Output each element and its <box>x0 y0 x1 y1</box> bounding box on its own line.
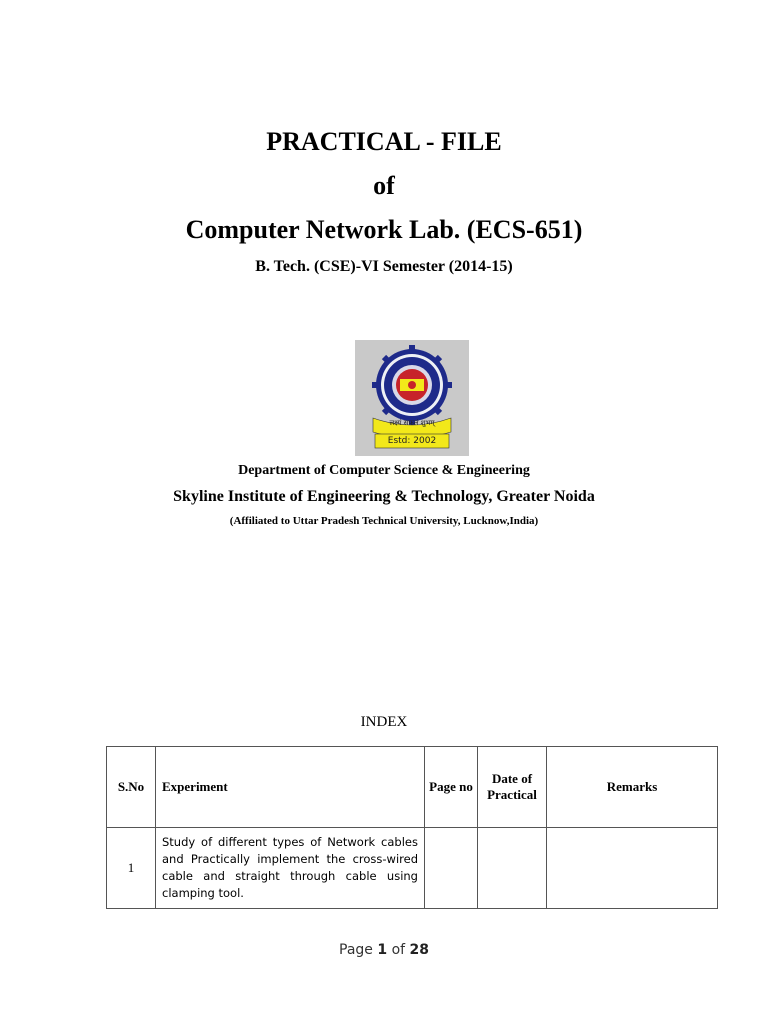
index-heading: INDEX <box>360 714 408 730</box>
index-table <box>106 746 718 909</box>
affiliation-note: (Affiliated to Uttar Pradesh Technical University, Lucknow,India) <box>229 515 539 527</box>
page-footer <box>0 942 768 958</box>
col-date: Date of Practical <box>478 747 547 828</box>
footer-total-pages: 28 <box>409 942 429 958</box>
cell-page-no <box>425 828 478 909</box>
cell-remarks <box>547 828 718 909</box>
institute-logo <box>355 340 469 456</box>
col-experiment: Experiment <box>156 747 425 828</box>
table-header-row <box>107 747 718 828</box>
col-sno: S.No <box>107 747 156 828</box>
col-page-no: Page no <box>425 747 478 828</box>
cell-experiment <box>156 828 425 909</box>
footer-of: of <box>391 942 406 958</box>
footer-prefix: Page <box>339 942 373 958</box>
department-name: Department of Computer Science & Engineering <box>238 463 530 478</box>
logo-motto: लक्ष्यं सफलं शुभम् <box>389 419 435 427</box>
course-title: Computer Network Lab. (ECS-651) <box>185 215 583 244</box>
semester-line: B. Tech. (CSE)-VI Semester (2014-15) <box>255 258 513 275</box>
cell-date <box>478 828 547 909</box>
cell-sno: 1 <box>107 828 156 909</box>
institution-name: Skyline Institute of Engineering & Technology, Greater Noida <box>173 488 595 505</box>
experiment-text: Study of different types of Network cables and Practically implement the cross-wired cable and straight through cable using clamping tool. <box>162 835 418 900</box>
col-remarks: Remarks <box>547 747 718 828</box>
footer-current-page: 1 <box>377 942 388 958</box>
logo-estd: Estd: 2002 <box>387 436 437 446</box>
document-title: PRACTICAL - FILE <box>266 127 502 156</box>
table-row <box>107 828 718 909</box>
title-of: of <box>373 171 395 200</box>
